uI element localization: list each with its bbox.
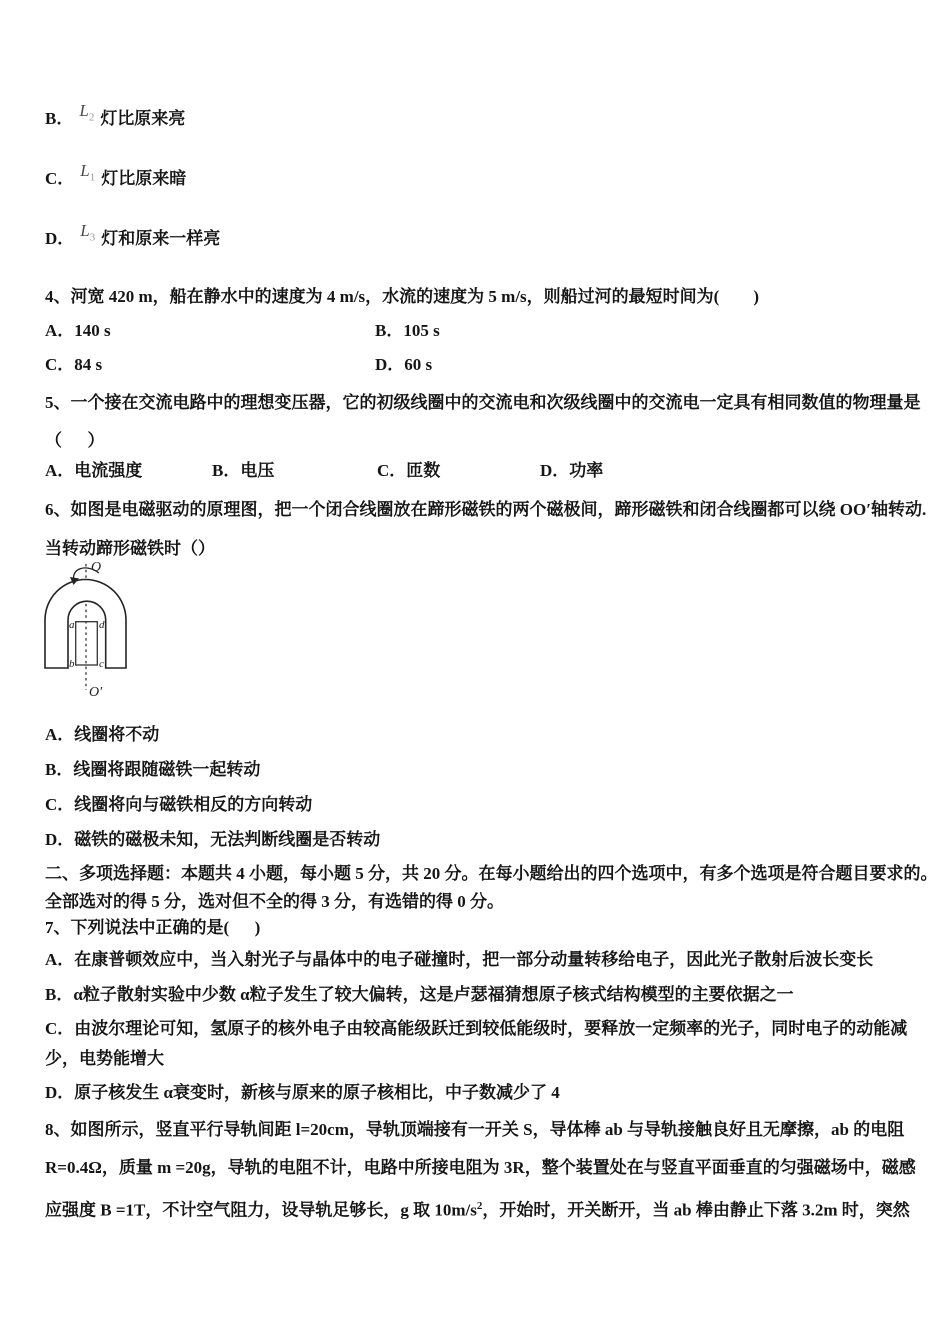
q5-option-c bbox=[377, 458, 440, 484]
option-label: B． bbox=[212, 461, 241, 480]
option-text: 140 s bbox=[74, 321, 111, 340]
option-text: 灯和原来一样亮 bbox=[101, 229, 221, 248]
lamp-option-c bbox=[45, 161, 187, 198]
coil-label-a: a bbox=[69, 619, 75, 631]
section2-header-line1: 二、多项选择题：本题共 4 小题，每小题 5 分，共 20 分。在每小题给出的四个选项中，有多个选项是符合题目要求的。 bbox=[45, 864, 938, 883]
q6-option-b bbox=[45, 757, 260, 783]
q7-option-b bbox=[45, 982, 794, 1008]
q6-option-c bbox=[45, 792, 312, 818]
q5-option-a bbox=[45, 458, 142, 484]
q6-stem-line2: 当转动蹄形磁铁时（） bbox=[45, 539, 215, 558]
option-text: 线圈将跟随磁铁一起转动 bbox=[73, 760, 261, 779]
q7-option-d bbox=[45, 1080, 560, 1106]
q4-option-d bbox=[375, 352, 432, 378]
formula-subscript: 3 bbox=[89, 231, 96, 244]
option-label: B． bbox=[375, 321, 404, 340]
q4-option-a bbox=[45, 318, 111, 344]
coil-label-d: d bbox=[99, 619, 105, 631]
superscript-2: 2 bbox=[476, 1200, 483, 1212]
q7-option-c-line2 bbox=[45, 1046, 164, 1072]
formula-base: L bbox=[80, 221, 90, 240]
q5-stem-line2: （ ） bbox=[45, 431, 105, 450]
option-label: D． bbox=[540, 461, 570, 480]
option-label: A． bbox=[45, 461, 75, 480]
q5-option-d bbox=[540, 458, 603, 484]
option-text: 少，电势能增大 bbox=[45, 1049, 164, 1068]
option-text: 84 s bbox=[74, 355, 103, 374]
q8-stem-line3 bbox=[45, 1193, 910, 1224]
option-text: 在康普顿效应中，当入射光子与晶体中的电子碰撞时，把一部分动量转移给电子，因此光子散射后波长变长 bbox=[74, 950, 874, 969]
formula-base: L bbox=[79, 101, 89, 120]
q7-stem: 7、下列说法中正确的是( ) bbox=[45, 918, 261, 937]
q5-stem-line1: 5、一个接在交流电路中的理想变压器，它的初级线圈中的交流电和次级线圈中的交流电一定具有相同数值的物理量是 bbox=[45, 393, 921, 412]
option-label: C． bbox=[45, 795, 75, 814]
axis-label-O-prime: O′ bbox=[89, 685, 103, 700]
q6-option-a bbox=[45, 722, 159, 748]
formula-L1 bbox=[80, 161, 96, 184]
option-label: A． bbox=[45, 725, 75, 744]
option-label: B． bbox=[45, 985, 74, 1004]
option-label: B． bbox=[45, 109, 74, 128]
q4-stem: 4、河宽 420 m，船在静水中的速度为 4 m/s，水流的速度为 5 m/s，则船过河的最短时间为( ) bbox=[45, 287, 759, 306]
option-text: 线圈将向与磁铁相反的方向转动 bbox=[74, 795, 313, 814]
option-text: 灯比原来暗 bbox=[101, 169, 187, 188]
horseshoe-magnet bbox=[45, 580, 126, 669]
q5-option-b bbox=[212, 458, 274, 484]
option-text: 60 s bbox=[404, 355, 433, 374]
option-text: 电压 bbox=[240, 461, 275, 480]
stem-text: 应强度 B =1T，不计空气阻力，设导轨足够长，g 取 10m/s bbox=[45, 1200, 477, 1220]
coil-label-b: b bbox=[69, 658, 75, 670]
option-text: 原子核发生 α衰变时，新核与原来的原子核相比，中子数减少了 4 bbox=[74, 1083, 560, 1102]
q4-option-c bbox=[45, 352, 102, 378]
formula-subscript: 2 bbox=[88, 111, 95, 124]
q7-option-a bbox=[45, 947, 873, 973]
option-label: A． bbox=[45, 950, 75, 969]
option-label: D． bbox=[45, 830, 75, 849]
option-label: B． bbox=[45, 760, 74, 779]
option-text: 功率 bbox=[569, 461, 604, 480]
option-text: 电流强度 bbox=[74, 461, 143, 480]
option-text: 线圈将不动 bbox=[74, 725, 160, 744]
formula-base: L bbox=[80, 161, 90, 180]
section2-header-line2: 全部选对的得 5 分，选对但不全的得 3 分，有选错的得 0 分。 bbox=[45, 892, 504, 911]
option-label: C． bbox=[45, 169, 75, 188]
stem-text: ，开始时，开关断开，当 ab 棒由静止下落 3.2m 时，突然 bbox=[482, 1200, 910, 1220]
formula-L3 bbox=[80, 221, 96, 244]
axis-label-O: O bbox=[91, 560, 102, 575]
option-label: D． bbox=[375, 355, 405, 374]
formula-L2 bbox=[79, 101, 95, 124]
q8-stem-line1: 8、如图所示，竖直平行导轨间距 l=20cm，导轨顶端接有一开关 S，导体棒 ab 与导轨接触良好且无摩擦，ab 的电阻 bbox=[45, 1120, 905, 1139]
option-label: A． bbox=[45, 321, 75, 340]
horseshoe-magnet-figure bbox=[28, 552, 188, 702]
q8-stem-line2: R=0.4Ω，质量 m =20g，导轨的电阻不计，电路中所接电阻为 3R，整个装置处在与竖直平面垂直的匀强磁场中，磁感 bbox=[45, 1158, 916, 1177]
option-text: 由波尔理论可知，氢原子的核外电子由较高能级跃迁到较低能级时，要释放一定频率的光子，同时电子的动能减 bbox=[74, 1019, 908, 1038]
option-text: 磁铁的磁极未知，无法判断线圈是否转动 bbox=[74, 830, 381, 849]
option-label: D． bbox=[45, 229, 75, 248]
option-label: C． bbox=[45, 355, 75, 374]
lamp-option-b bbox=[45, 101, 186, 138]
option-text: 灯比原来亮 bbox=[100, 109, 186, 128]
q6-option-d bbox=[45, 827, 380, 853]
option-label: C． bbox=[377, 461, 407, 480]
q4-option-b bbox=[375, 318, 440, 344]
q7-option-c-line1 bbox=[45, 1016, 907, 1042]
lamp-option-d bbox=[45, 221, 221, 258]
formula-subscript: 1 bbox=[89, 171, 96, 184]
option-text: α粒子散射实验中少数 α粒子发生了较大偏转，这是卢瑟福猜想原子核式结构模型的主要依据之一 bbox=[73, 985, 794, 1004]
coil-label-c: c bbox=[99, 658, 104, 670]
option-text: 匝数 bbox=[406, 461, 441, 480]
option-text: 105 s bbox=[403, 321, 440, 340]
option-label: C． bbox=[45, 1019, 75, 1038]
option-label: D． bbox=[45, 1083, 75, 1102]
q6-stem-line1: 6、如图是电磁驱动的原理图，把一个闭合线圈放在蹄形磁铁的两个磁极间，蹄形磁铁和闭合线圈都可以绕 OO′轴转动. bbox=[45, 500, 927, 519]
